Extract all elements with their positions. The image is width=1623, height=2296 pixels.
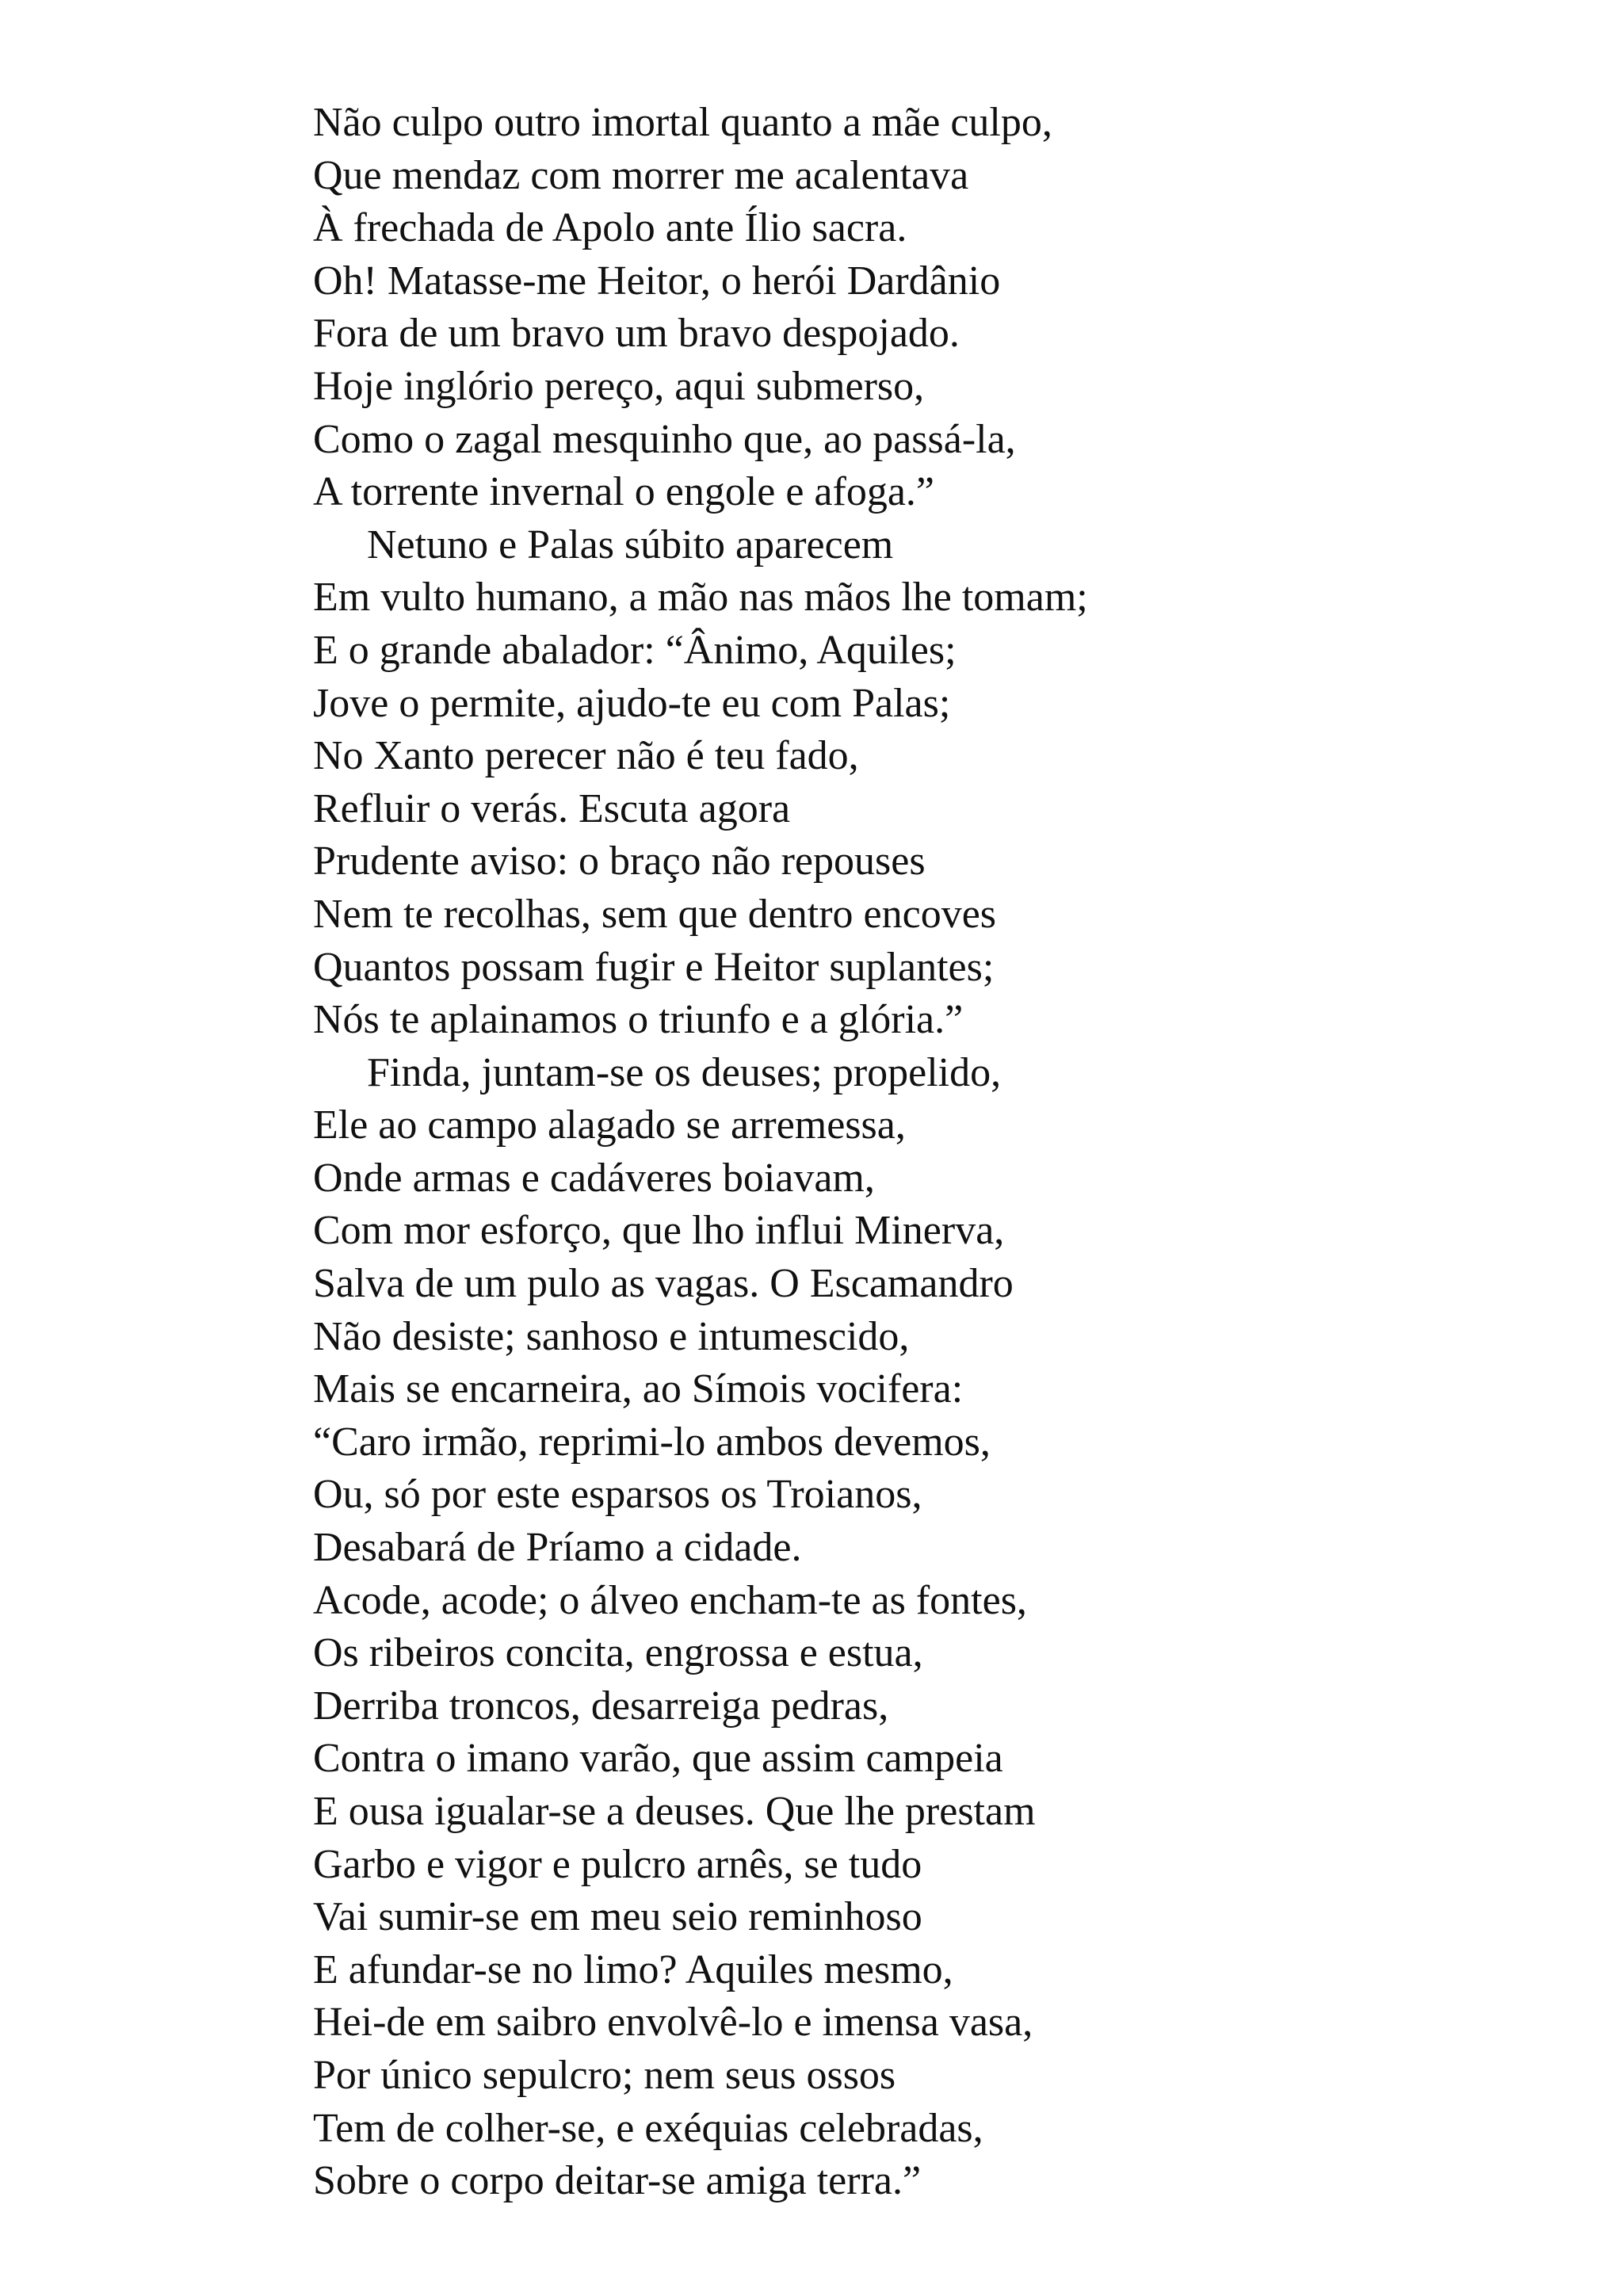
poem-line: Prudente aviso: o braço não repouses <box>313 839 926 884</box>
poem-line: Onde armas e cadáveres boiavam, <box>313 1155 875 1201</box>
poem-line: Oh! Matasse-me Heitor, o herói Dardânio <box>313 258 1001 304</box>
poem-line: Tem de colher-se, e exéquias celebradas, <box>313 2105 983 2151</box>
poem-line: Nem te recolhas, sem que dentro encoves <box>313 891 997 937</box>
poem-line: Ou, só por este esparsos os Troianos, <box>313 1472 922 1518</box>
poem-line: Que mendaz com morrer me acalentava <box>313 152 969 198</box>
poem-line: Netuno e Palas súbito aparecem <box>367 521 894 567</box>
poem-line: “Caro irmão, reprimi-lo ambos devemos, <box>313 1419 991 1465</box>
poem-line: Finda, juntam-se os deuses; propelido, <box>367 1049 1002 1095</box>
poem-line: Garbo e vigor e pulcro arnês, se tudo <box>313 1841 922 1887</box>
poem-line: Em vulto humano, a mão nas mãos lhe tomam; <box>313 575 1088 621</box>
poem-text <box>313 97 1549 2208</box>
poem-line: Jove o permite, ajudo-te eu com Palas; <box>313 680 951 726</box>
poem-line: Quantos possam fugir e Heitor suplantes; <box>313 944 995 990</box>
poem-line: Nós te aplainamos o triunfo e a glória.” <box>313 997 964 1043</box>
poem-line: Fora de um bravo um bravo despojado. <box>313 311 960 357</box>
poem-line: Desabará de Príamo a cidade. <box>313 1525 802 1571</box>
poem-line: Não culpo outro imortal quanto a mãe culpo, <box>313 100 1052 145</box>
poem-line: Com mor esforço, que lho influi Minerva, <box>313 1208 1005 1254</box>
poem-line: E afundar-se no limo? Aquiles mesmo, <box>313 1946 953 1992</box>
poem-line: Ele ao campo alagado se arremessa, <box>313 1102 906 1148</box>
poem-line: Sobre o corpo deitar-se amiga terra.” <box>313 2158 922 2204</box>
poem-line: Derriba troncos, desarreiga pedras, <box>313 1683 889 1729</box>
poem-line: Os ribeiros concita, engrossa e estua, <box>313 1630 923 1676</box>
poem-line: Como o zagal mesquinho que, ao passá-la, <box>313 416 1016 462</box>
poem-line: Hoje inglório pereço, aqui submerso, <box>313 363 925 409</box>
poem-line: Salva de um pulo as vagas. O Escamandro <box>313 1261 1014 1307</box>
poem-line: Vai sumir-se em meu seio reminhoso <box>313 1894 922 1940</box>
poem-line: À frechada de Apolo ante Ílio sacra. <box>313 205 907 251</box>
poem-line: Acode, acode; o álveo encham-te as fontes, <box>313 1577 1027 1623</box>
poem-line: Mais se encarneira, ao Símois vocifera: <box>313 1366 964 1412</box>
poem-line: Hei-de em saibro envolvê-lo e imensa vasa, <box>313 2000 1033 2046</box>
poem-line: E o grande abalador: “Ânimo, Aquiles; <box>313 627 957 673</box>
poem-line: Contra o imano varão, que assim campeia <box>313 1736 1003 1782</box>
poem-line: A torrente invernal o engole e afoga.” <box>313 469 934 515</box>
poem-line: Refluir o verás. Escuta agora <box>313 785 791 831</box>
poem-line: Não desiste; sanhoso e intumescido, <box>313 1313 910 1359</box>
poem-line: No Xanto perecer não é teu fado, <box>313 733 859 779</box>
poem-line: Por único sepulcro; nem seus ossos <box>313 2052 896 2098</box>
poem-line: E ousa igualar-se a deuses. Que lhe prestam <box>313 1789 1036 1834</box>
